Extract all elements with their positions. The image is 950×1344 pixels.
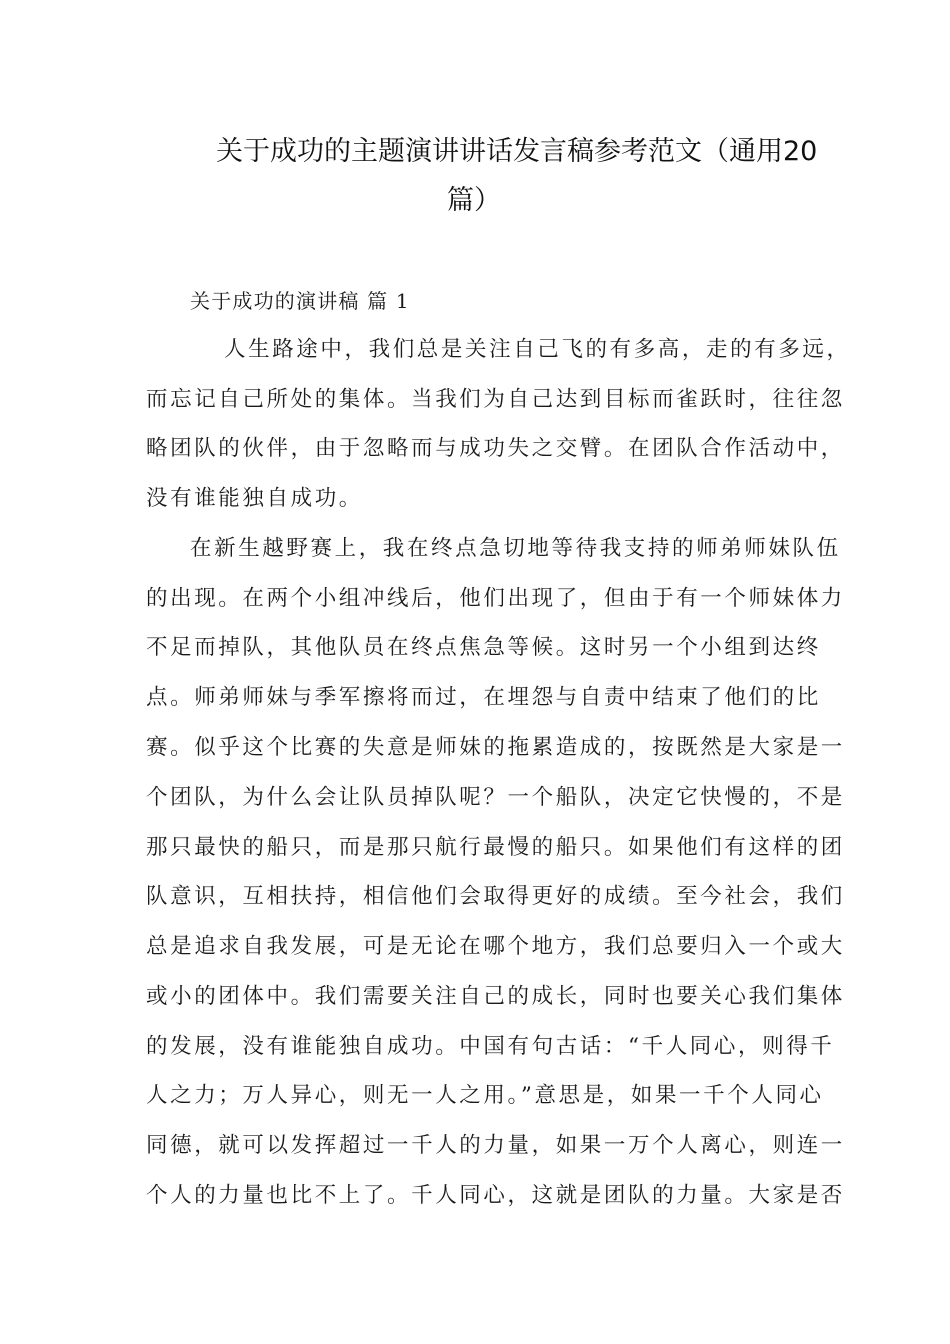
paragraph-line: 同德，就可以发挥超过一千人的力量，如果一万个人离心，则连一 (146, 1133, 845, 1158)
paragraph-line: 而忘记自己所处的集体。当我们为自己达到目标而雀跃时，往往忽 (146, 387, 845, 412)
paragraph-line: 个团队，为什么会让队员掉队呢？一个船队，决定它快慢的，不是 (146, 785, 845, 810)
paragraph-line: 人生路途中，我们总是关注自己飞的有多高，走的有多远， (224, 337, 851, 362)
paragraph-line: 略团队的伙伴，由于忽略而与成功失之交臂。在团队合作活动中， (146, 436, 845, 461)
paragraph-line: 那只最快的船只，而是那只航行最慢的船只。如果他们有这样的团 (146, 835, 845, 860)
paragraph-line: 的发展，没有谁能独自成功。中国有句古话：“千人同心，则得千 (146, 1034, 835, 1059)
section-heading: 关于成功的演讲稿 篇 1 (190, 289, 410, 313)
paragraph-line: 没有谁能独自成功。 (146, 486, 363, 511)
paragraph-line: 在新生越野赛上，我在终点急切地等待我支持的师弟师妹队伍 (190, 536, 841, 561)
paragraph-line: 人之力；万人异心，则无一人之用。”意思是，如果一千个人同心 (146, 1083, 824, 1108)
document-title-line-1: 关于成功的主题演讲讲话发言稿参考范文（通用20 (216, 136, 818, 167)
document-title-line-2: 篇） (447, 185, 501, 216)
paragraph-line: 个人的力量也比不上了。千人同心，这就是团队的力量。大家是否 (146, 1183, 845, 1208)
paragraph-line: 点。师弟师妹与季军擦将而过，在埋怨与自责中结束了他们的比 (146, 685, 821, 710)
paragraph-line: 队意识，互相扶持，相信他们会取得更好的成绩。至今社会，我们 (146, 884, 845, 909)
paragraph-line: 赛。似乎这个比赛的失意是师妹的拖累造成的，按既然是大家是一 (146, 735, 845, 760)
paragraph-line: 的出现。在两个小组冲线后，他们出现了，但由于有一个师妹体力 (146, 586, 845, 611)
paragraph-line: 或小的团体中。我们需要关注自己的成长，同时也要关心我们集体 (146, 984, 845, 1009)
paragraph-line: 不足而掉队，其他队员在终点焦急等候。这时另一个小组到达终 (146, 635, 821, 660)
paragraph-line: 总是追求自我发展，可是无论在哪个地方，我们总要归入一个或大 (146, 934, 845, 959)
